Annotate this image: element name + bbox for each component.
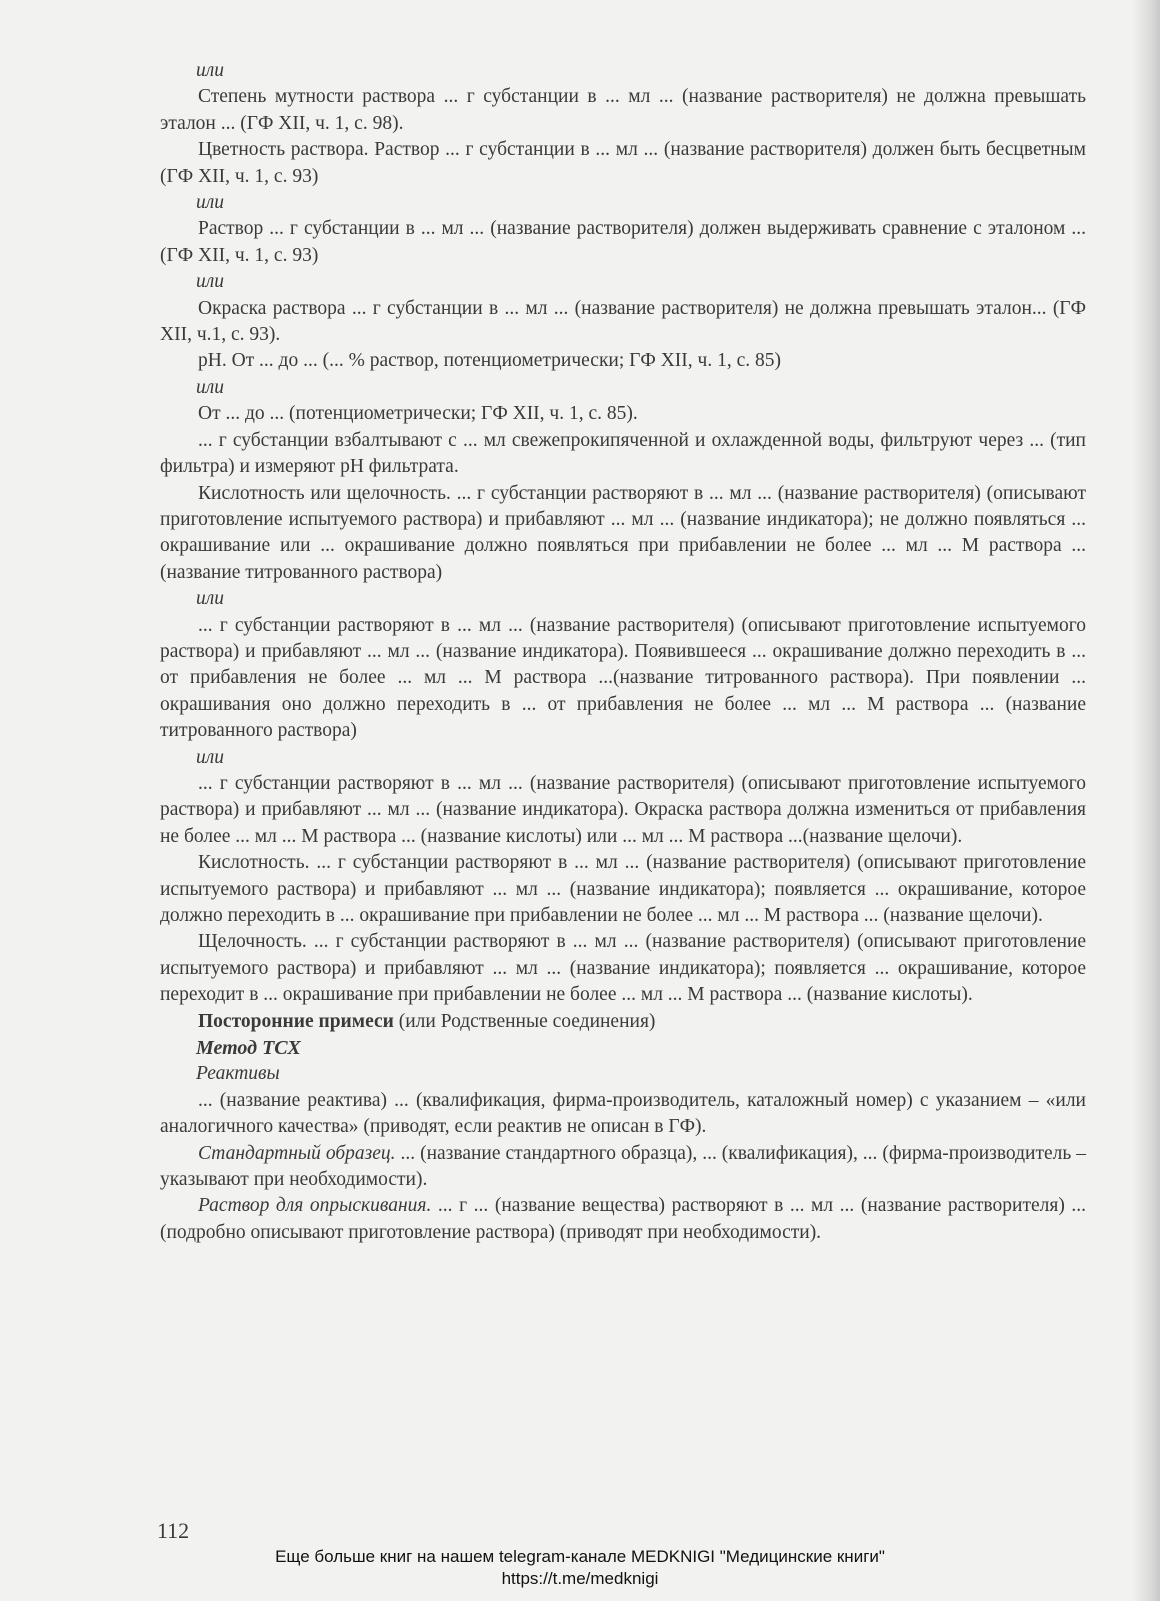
paragraph: или xyxy=(196,192,225,214)
footer-banner xyxy=(0,1546,1160,1590)
page-body xyxy=(160,58,1086,1246)
spray-paragraph xyxy=(160,1193,1086,1246)
paragraph: Цветность раствора. Раствор ... г субстанции в ... мл ... (название растворителя) должен быть бесцветным (ГФ XII, ч. 1, с. 93) xyxy=(160,139,1086,187)
page-number: 112 xyxy=(157,1518,190,1543)
paragraph: От ... до ... (потенциометрически; ГФ XII, ч. 1, с. 85). xyxy=(198,403,638,425)
impurities-heading xyxy=(160,1009,1086,1035)
method-heading: Метод ТСХ xyxy=(196,1037,301,1060)
reagents-paragraph: ... (название реактива) ... (квалификация, фирма-производитель, каталожный номер) с указанием – «или аналогичного качества» (приводят, если реактив не описан в ГФ). xyxy=(160,1089,1086,1138)
reagents-label: Реактивы xyxy=(196,1063,280,1085)
paragraph: или xyxy=(196,746,225,768)
standard-label: Стандартный образец. xyxy=(198,1142,396,1164)
paragraph: или xyxy=(196,60,225,81)
paragraph: или xyxy=(196,271,225,293)
paragraph: ... г субстанции взбалтывают с ... мл свежепрокипяченной и охлажденной воды, фильтруют через ... (тип фильтра) и измеряют pH фильтрата. xyxy=(160,429,1086,478)
footer-line-1: Еще больше книг на нашем telegram-канале MEDKNIGI "Медицинские книги" xyxy=(275,1547,885,1566)
standard-paragraph xyxy=(160,1141,1086,1194)
paragraph: Степень мутности раствора ... г субстанции в ... мл ... (название растворителя) не должна превышать эталон ... (ГФ XII, ч. 1, с. 98). xyxy=(160,86,1086,134)
paragraph: Кислотность. ... г субстанции растворяют в ... мл ... (название растворителя) (описывают приготовление испытуемого раствора) и прибавляют ... мл ... (название индикатора); появляется ... окрашивание, которое должно переходить в ... окрашивание при прибавлении не более ... мл ... М раствора ... (название щелочи). xyxy=(160,852,1086,926)
spray-label: Раствор для опрыскивания. xyxy=(198,1195,432,1217)
impurities-heading-rest: (или Родственные соединения) xyxy=(393,1010,656,1032)
standard-text: ... (название стандартного образца), ... (квалификация), ... (фирма-производитель – указывают при необходимости). xyxy=(160,1142,1086,1191)
footer-link[interactable]: https://t.me/medknigi xyxy=(501,1569,659,1588)
impurities-heading-bold: Посторонние примеси xyxy=(198,1010,394,1032)
spray-text: ... г ... (название вещества) растворяют в ... мл ... (название растворителя) ... (подробно описывают приготовление раствора) (приводят при необходимости). xyxy=(160,1195,1086,1243)
page-edge-shadow xyxy=(1132,0,1160,1601)
paragraph: Кислотность или щелочность. ... г субстанции растворяют в ... мл ... (название растворителя) (описывают приготовление испытуемого раствора) и прибавляют ... мл ... (название индикатора); не должно появляться ... окрашивание или ... окрашивание должно появляться при прибавлении не более ... мл ... М раствора ... (название титрованного раствора) xyxy=(160,482,1086,583)
paragraph: Раствор ... г субстанции в ... мл ... (название растворителя) должен выдерживать сравнение с эталоном ... (ГФ XII, ч. 1, с. 93) xyxy=(160,218,1086,266)
paragraph: Окраска раствора ... г субстанции в ... мл ... (название растворителя) не должна превышать эталон... (ГФ XII, ч.1, с. 93). xyxy=(160,297,1086,346)
paragraph: Щелочность. ... г субстанции растворяют в ... мл ... (название растворителя) (описывают приготовление испытуемого раствора) и прибавляют ... мл ... (название индикатора); появляется ... окрашивание, которое переходит в ... окрашивание при прибавлении не более ... мл ... М раствора ... (название кислоты). xyxy=(160,931,1086,1006)
paragraph: или xyxy=(196,376,225,398)
paragraph: ... г субстанции растворяют в ... мл ... (название растворителя) (описывают приготовление испытуемого раствора) и прибавляют ... мл ... (название индикатора). Окраска раствора должна измениться от прибавления не более ... мл ... М раствора ... (название кислоты) или ... мл ... М раствора ...(название щелочи). xyxy=(160,772,1086,847)
paragraph: pH. От ... до ... (... % раствор, потенциометрически; ГФ XII, ч. 1, с. 85) xyxy=(198,350,781,372)
paragraph: или xyxy=(196,588,225,610)
paragraph: ... г субстанции растворяют в ... мл ... (название растворителя) (описывают приготовление испытуемого раствора) и прибавляют ... мл ... (название индикатора). Появившееся ... окрашивание должно переходить в ... от прибавления не более ... мл ... М раствора ...(название титрованного раствора). При появлении ... окрашивания оно должно переходить в ... от прибавления не более ... мл ... М раствора ... (название титрованного раствора) xyxy=(160,614,1086,742)
